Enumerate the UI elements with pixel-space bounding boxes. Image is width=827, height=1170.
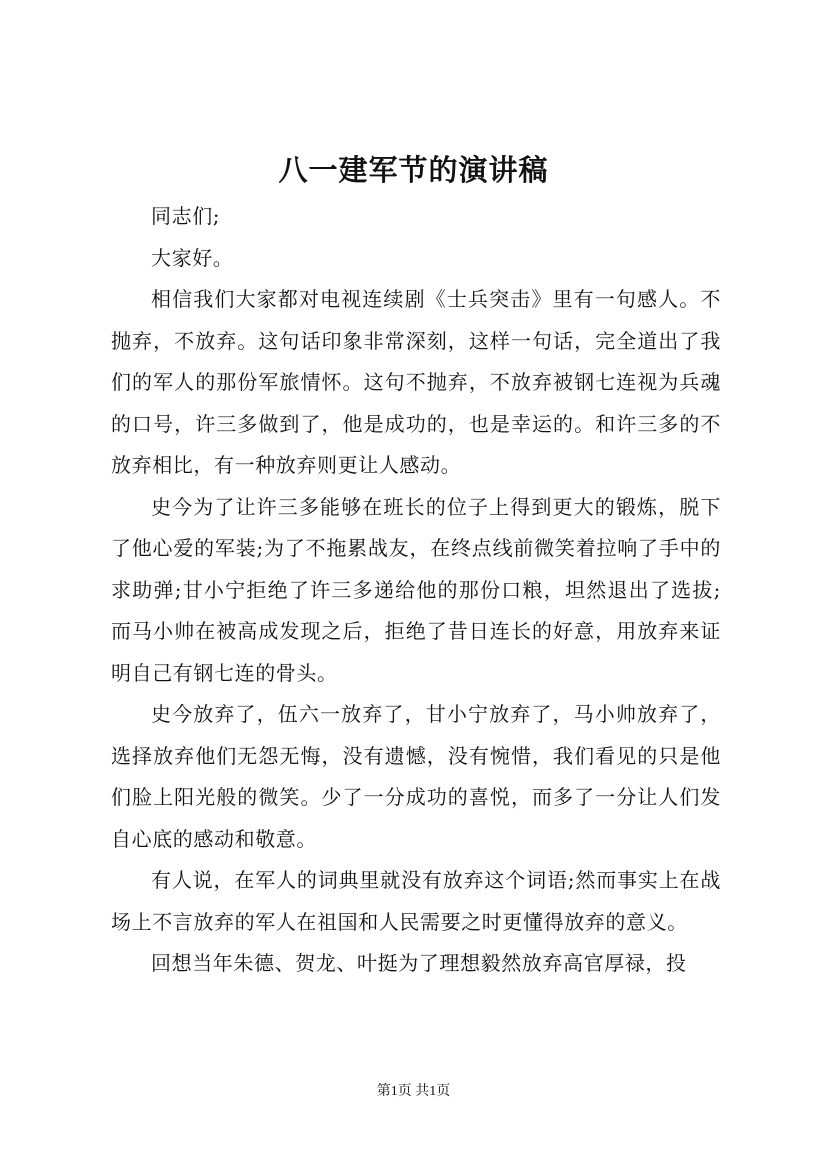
paragraph: 相信我们大家都对电视连续剧《士兵突击》里有一句感人。不抛弃，不放弃。这句话印象非常深刻，这样一句话，完全道出了我们的军人的那份军旅情怀。这句不抛弃，不放弃被钢七连视为兵魂的口号，许三多做到了，他是成功的，也是幸运的。和许三多的不放弃相比，有一种放弃则更让人感动。 [111,287,721,477]
paragraph: 史今放弃了，伍六一放弃了，甘小宁放弃了，马小帅放弃了，选择放弃他们无怨无悔，没有遗憾，没有惋惜，我们看见的只是他们脸上阳光般的微笑。少了一分成功的喜悦，而多了一分让人们发自心底的感动和敬意。 [111,702,721,851]
paragraph: 有人说，在军人的词典里就没有放弃这个词语;然而事实上在战场上不言放弃的军人在祖国和人民需要之时更懂得放弃的意义。 [111,868,721,934]
document-body [111,196,721,985]
paragraph: 史今为了让许三多能够在班长的位子上得到更大的锻炼，脱下了他心爱的军装;为了不拖累战友，在终点线前微笑着拉响了手中的求助弹;甘小宁拒绝了许三多递给他的那份口粮，坦然退出了选拔;而马小帅在被高成发现之后，拒绝了昔日连长的好意，用放弃来证明自己有钢七连的骨头。 [111,494,721,685]
paragraph: 回想当年朱德、贺龙、叶挺为了理想毅然放弃高官厚禄，投 [151,951,687,975]
paragraph-salutation: 同志们; [151,204,221,228]
paragraph-greeting: 大家好。 [151,245,234,270]
page-footer: 第1页 共1页 [376,1084,451,1099]
document-title: 八一建军节的演讲稿 [278,153,549,187]
